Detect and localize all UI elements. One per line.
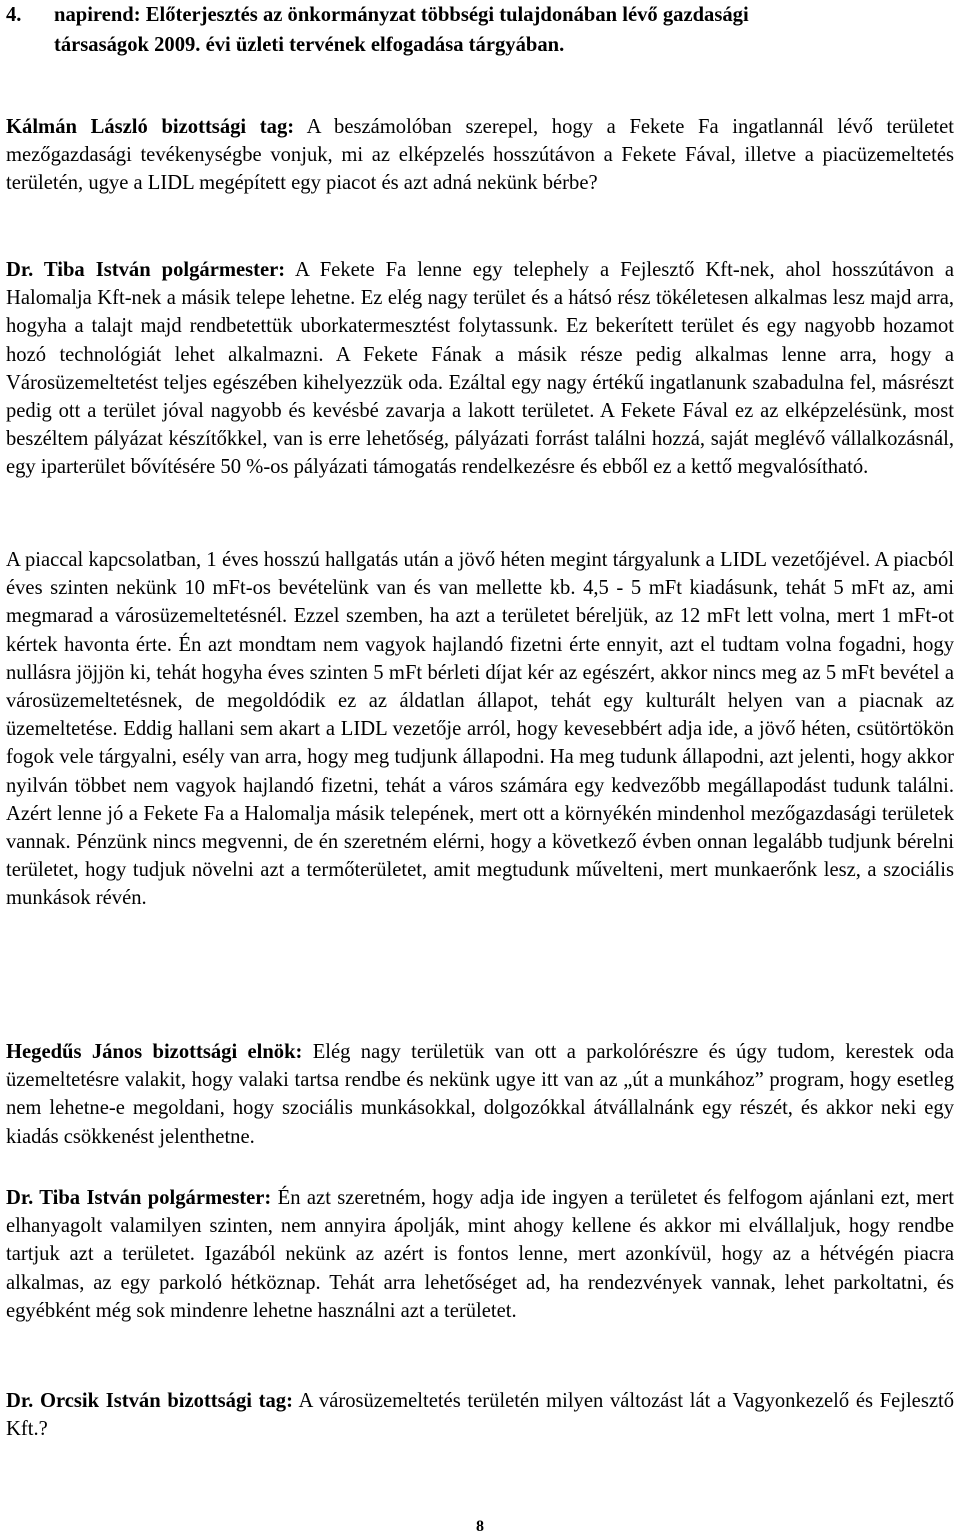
speech-tiba-1-continuation — [6, 546, 954, 913]
agenda-title-line-2: társaságok 2009. évi üzleti tervének elfogadása tárgyában. — [54, 34, 565, 56]
speech-kalman — [6, 113, 954, 198]
speaker-name: Kálmán László bizottsági tag: — [6, 116, 295, 138]
speaker-name: Dr. Tiba István polgármester: — [6, 1187, 272, 1209]
speech-hegedus — [6, 1038, 954, 1151]
agenda-number: 4. — [6, 4, 22, 26]
speech-text: A városüzemeltetés területén milyen változást lát a Vagyonkezelő és Fejlesztő Kft.? — [6, 1390, 954, 1441]
speech-tiba-1 — [6, 256, 954, 482]
speaker-name: Dr. Orcsik István bizottsági tag: — [6, 1390, 293, 1412]
page-number: 8 — [476, 1518, 484, 1535]
speech-text: A beszámolóban szerepel, hogy a Fekete Fa ingatlannál lévő területet mezőgazdasági tevékenységbe vonjuk, mi az elképzelés hosszútávon a Fekete Fával, illetve a piacüzemeltetés területén, ugye a LIDL megépített egy piacot és azt adná nekünk bérbe? — [6, 116, 955, 195]
agenda-title-line-1: napirend: Előterjesztés az önkormányzat többségi tulajdonában lévő gazdasági — [54, 4, 749, 26]
speaker-name: Dr. Tiba István polgármester: — [6, 259, 286, 281]
speaker-name: Hegedűs János bizottsági elnök: — [6, 1041, 303, 1063]
agenda-heading — [6, 0, 954, 60]
speech-text: A piaccal kapcsolatban, 1 éves hosszú hallgatás után a jövő héten megint tárgyalunk a LIDL vezetőjével. A piacból éves szinten nekünk 10 mFt-os bevételünk van és van mellette kb. 4,5 - 5 mFt kiadásunk, tehát 5 mFt az, ami megmarad a városüzemeltetésnél. Ezzel szemben, ha azt a területet béreljük, az 12 mFt lett volna, mert 1 mFt-ot kértek havonta érte. Én azt mondtam nem vagyok hajlandó fizetni érte ennyit, azt el tudtam volna fogadni, hogy nullásra jöjjön ki, tehát hogyha éves szinten 5 mFt bérleti díjat kér az egészért, akkor nincs meg az 5 mFt bevétel a városüzemeltetésnek, de megoldódik ez az áldatlan állapot, tehát egy kulturált helyen van a piacnak az üzemeltetése. Eddig hallani sem akart a LIDL vezetője arról, hogy kevesebbért adja ide, a jövő héten, csütörtökön fogok vele tárgyalni, esély van arra, hogy meg tudjunk állapodni. Ha meg tudunk állapodni, azt jelenti, hogy akkor nyilván többet nem vagyok hajlandó fizetni, tehát a város számára egy kedvezőbb megállapodást tudunk találni. Azért lenne jó a Fekete Fa a Halomalja másik telepének, mert ott a környékén mindenhol mezőgazdasági területek vannak. Pénzünk nincs megvenni, de én szeretném elérni, hogy a következő évben onnan legalább tudjunk bérelni területet, hogy tudjuk növelni azt a termőterületet, amit megtudunk művelteni, mert munkaerőnk lesz, a szociális munkások révén. — [6, 549, 954, 910]
speech-text: Én azt szeretném, hogy adja ide ingyen a területet és felfogom ajánlani ezt, mert elhanyagolt valamilyen szinten, nem annyira ápolják, mint ahogy kellene és akkor mi elvállaljuk, hogy rendbe tartjuk azt a területet. Igazából nekünk az azért is fontos lenne, mert azonkívül, hogy az a hétvégén piacra alkalmas, az egy parkoló hétköznap. Tehát arra lehetőséget ad, ha rendezvények vannak, lehet parkoltatni, és egyébként még sok mindenre lehetne használni azt a területet. — [6, 1187, 954, 1322]
speech-text: A Fekete Fa lenne egy telephely a Fejlesztő Kft-nek, ahol hosszútávon a Halomalja Kft-nek a másik telepe lehetne. Ez elég nagy terület és a hátsó rész tökéletesen alkalmas lesz majd arra, hogyha a talajt majd rendbetettük uborkatermesztést folytassunk. Ez bekerített terület és egy nagyobb hozamot hozó technológiát lehet alkalmazni. A Fekete Fának a másik része pedig alkalmas lenne arra, hogy a Városüzemeltetést teljes egészében kihelyezzük oda. Ezáltal egy nagy értékű ingatlanunk szabadulna fel, másrészt pedig ott a terület jóval nagyobb és kevésbé zavarja a lakott területet. A Fekete Fával ez az elképzelésünk, most beszéltem pályázat készítőkkel, van is erre lehetőség, pályázati forrást találni hozzá, saját meglévő vállalkozásnál, egy iparterület bővítésére 50 %-os pályázati támogatás rendelkezésre és ebből ez a kettő megvalósítható. — [6, 259, 954, 479]
speech-orcsik — [6, 1387, 954, 1443]
speech-tiba-2 — [6, 1184, 954, 1325]
speech-text: Elég nagy területük van ott a parkolórészre és úgy tudom, kerestek oda üzemeltetésre valakit, hogy valaki tartsa rendbe és nekünk ugye itt van az „út a munkához” program, hogy esetleg nem lehetne-e megoldani, hogy szociális munkásokkal, dolgozókkal átvállalnánk egy részét, és akkor neki egy kiadás csökkenést jelenthetne. — [6, 1041, 954, 1148]
